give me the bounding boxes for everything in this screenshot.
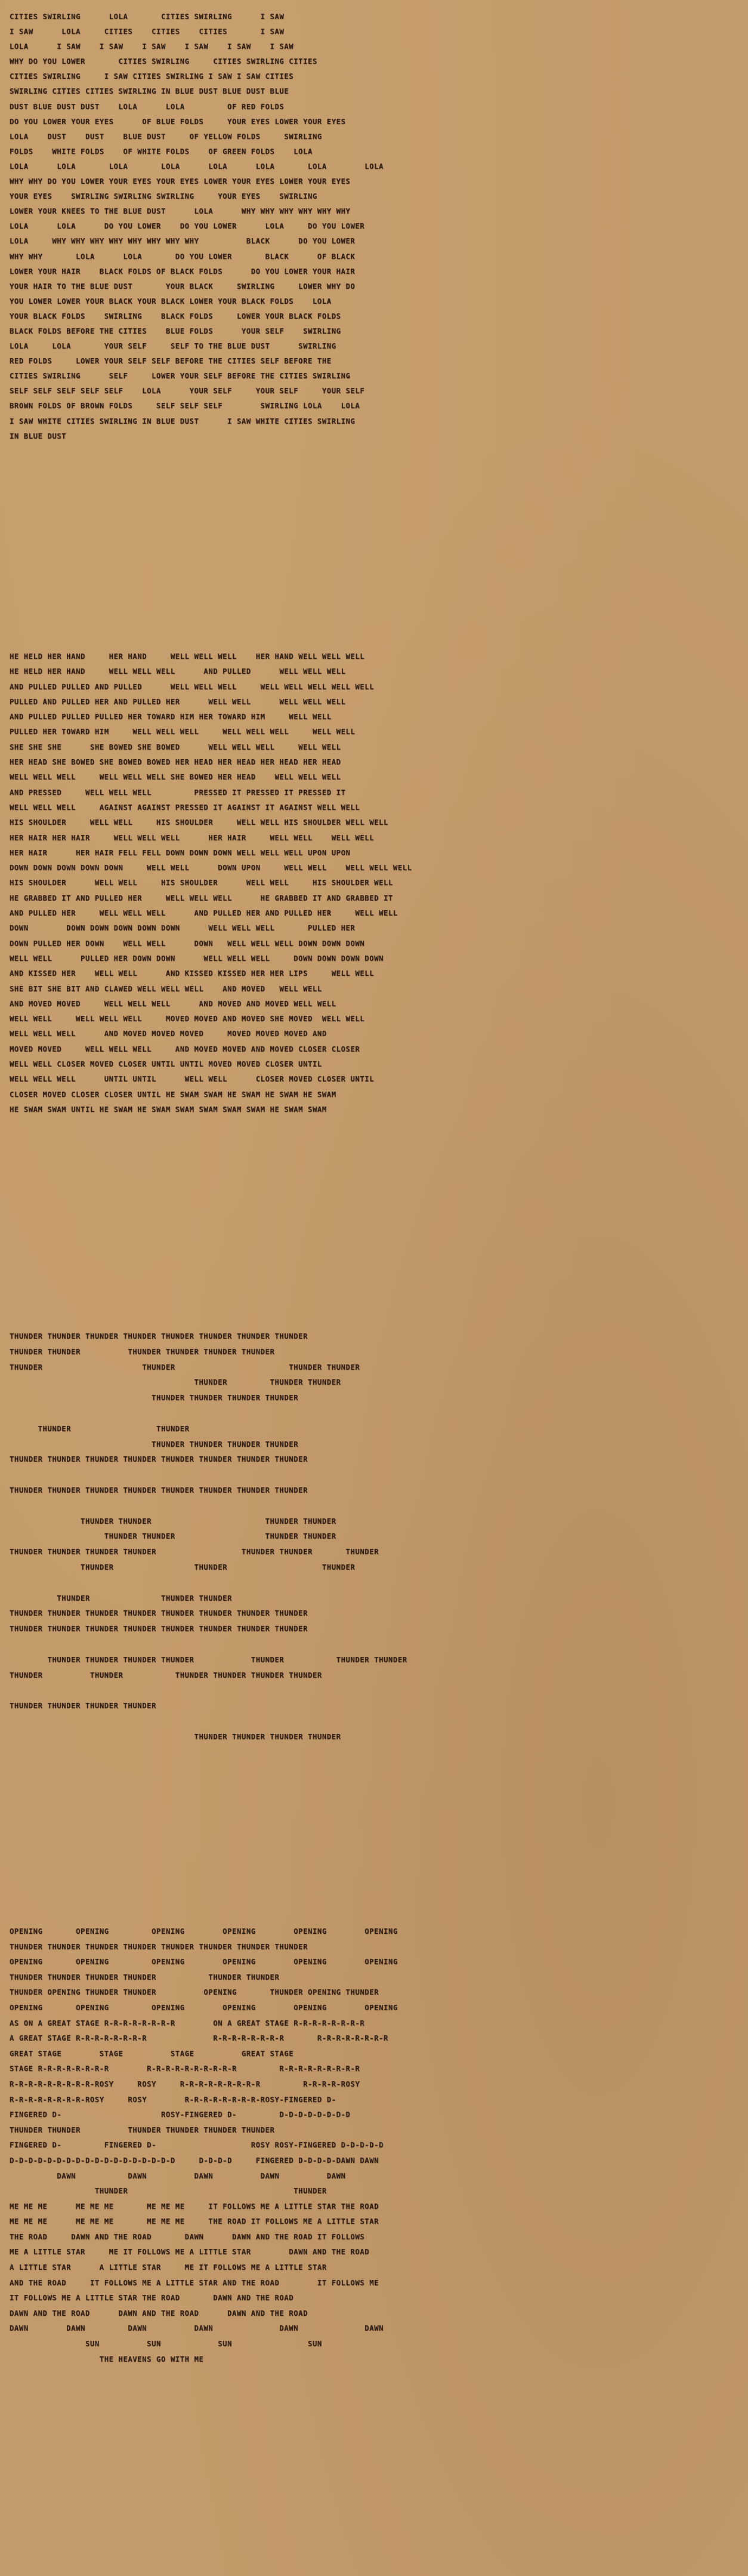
poem-section-opening-dawn: OPENING OPENING OPENING OPENING OPENING OPENING THUNDER THUNDER THUNDER THUNDER THUNDER THUNDER THUNDER THUNDER OPENING OPENING OPENING OPENING OPENING OPENING THUNDER THUNDER THUNDER THUNDER THUNDER THUNDER THUNDER OPENING THUNDER THUNDER OPENING THUNDER OPENING THUNDER OPENING OPENING OPENING OPENING OPENING OPENING AS ON A GREAT STAGE R-R-R-R-R-R-R-R ON A GREAT STAGE R-R-R-R-R-R-R-R A GREAT STAGE R-R-R-R-R-R-R-R R-R-R-R-R-R-R-R R-R-R-R-R-R-R-R GREAT STAGE STAGE STAGE GREAT STAGE STAGE R-R-R-R-R-R-R-R R-R-R-R-R-R-R-R-R-R R-R-R-R-R-R-R-R-R R-R-R-R-R-R-R-R-R-ROSY ROSY R-R-R-R-R-R-R-R-R R-R-R-R-ROSY R-R-R-R-R-R-R-R-ROSY ROSY R-R-R-R-R-R-R-R-ROSY-FINGERED D- FINGERED D- ROSY-FINGERED D- D-D-D-D-D-D-D-D THUNDER THUNDER THUNDER THUNDER THUNDER THUNDER FINGERED D- FINGERED D- ROSY ROSY-FINGERED D-D-D-D-D D-D-D-D-D-D-D-D-D-D-D-D-D-D-D-D-D-D D-D-D-D FINGERED D-D-D-D-DAWN DAWN DAWN DAWN DAWN DAWN DAWN THUNDER THUNDER ME ME ME ME ME ME ME ME ME IT FOLLOWS ME A LITTLE STAR THE ROAD ME ME ME ME ME ME ME ME ME THE ROAD IT FOLLOWS ME A LITTLE STAR THE ROAD DAWN AND THE ROAD DAWN DAWN AND THE ROAD IT FOLLOWS ME A LITTLE STAR ME IT FOLLOWS ME A LITTLE STAR DAWN AND THE ROAD A LITTLE STAR A LITTLE STAR ME IT FOLLOWS ME A LITTLE STAR AND THE ROAD IT FOLLOWS ME A LITTLE STAR AND THE ROAD IT FOLLOWS ME IT FOLLOWS ME A LITTLE STAR THE ROAD DAWN AND THE ROAD DAWN AND THE ROAD DAWN AND THE ROAD DAWN AND THE ROAD DAWN DAWN DAWN DAWN DAWN DAWN SUN SUN SUN SUN THE HEAVENS GO WITH ME xyxy=(10,1927,398,2364)
poem-section-cities-swirling: CITIES SWIRLING LOLA CITIES SWIRLING I SAW I SAW LOLA CITIES CITIES CITIES I SAW LOLA I SAW I SAW I SAW I SAW I SAW I SAW WHY DO YOU LOWER CITIES SWIRLING CITIES SWIRLING CITIES CITIES SWIRLING I SAW CITIES SWIRLING I SAW I SAW CITIES SWIRLING CITIES CITIES SWIRLING IN BLUE DUST BLUE DUST BLUE DUST BLUE DUST DUST LOLA LOLA OF RED FOLDS DO YOU LOWER YOUR EYES OF BLUE FOLDS YOUR EYES LOWER YOUR EYES LOLA DUST DUST BLUE DUST OF YELLOW FOLDS SWIRLING FOLDS WHITE FOLDS OF WHITE FOLDS OF GREEN FOLDS LOLA LOLA LOLA LOLA LOLA LOLA LOLA LOLA LOLA WHY WHY DO YOU LOWER YOUR EYES YOUR EYES LOWER YOUR EYES LOWER YOUR EYES YOUR EYES SWIRLING SWIRLING SWIRLING YOUR EYES SWIRLING LOWER YOUR KNEES TO THE BLUE DUST LOLA WHY WHY WHY WHY WHY WHY LOLA LOLA DO YOU LOWER DO YOU LOWER LOLA DO YOU LOWER LOLA WHY WHY WHY WHY WHY WHY WHY WHY BLACK DO YOU LOWER WHY WHY LOLA LOLA DO YOU LOWER BLACK OF BLACK LOWER YOUR HAIR BLACK FOLDS OF BLACK FOLDS DO YOU LOWER YOUR HAIR YOUR HAIR TO THE BLUE DUST YOUR BLACK SWIRLING LOWER WHY DO YOU LOWER LOWER YOUR BLACK YOUR BLACK LOWER YOUR BLACK FOLDS LOLA YOUR BLACK FOLDS SWIRLING BLACK FOLDS LOWER YOUR BLACK FOLDS BLACK FOLDS BEFORE THE CITIES BLUE FOLDS YOUR SELF SWIRLING LOLA LOLA YOUR SELF SELF TO THE BLUE DUST SWIRLING RED FOLDS LOWER YOUR SELF SELF BEFORE THE CITIES SELF BEFORE THE CITIES SWIRLING SELF LOWER YOUR SELF BEFORE THE CITIES SWIRLING SELF SELF SELF SELF SELF LOLA YOUR SELF YOUR SELF YOUR SELF BROWN FOLDS OF BROWN FOLDS SELF SELF SELF SWIRLING LOLA LOLA I SAW WHITE CITIES SWIRLING IN BLUE DUST I SAW WHITE CITIES SWIRLING IN BLUE DUST xyxy=(10,13,384,440)
poem-section-thunder: THUNDER THUNDER THUNDER THUNDER THUNDER THUNDER THUNDER THUNDER THUNDER THUNDER THUNDER THUNDER THUNDER THUNDER THUNDER THUNDER THUNDER THUNDER THUNDER THUNDER THUNDER THUNDER THUNDER THUNDER THUNDER THUNDER THUNDER THUNDER THUNDER THUNDER THUNDER THUNDER THUNDER THUNDER THUNDER THUNDER THUNDER THUNDER THUNDER THUNDER THUNDER THUNDER THUNDER THUNDER THUNDER THUNDER THUNDER THUNDER THUNDER THUNDER THUNDER THUNDER THUNDER THUNDER THUNDER THUNDER THUNDER THUNDER THUNDER THUNDER THUNDER THUNDER THUNDER THUNDER THUNDER THUNDER THUNDER THUNDER THUNDER THUNDER THUNDER THUNDER THUNDER THUNDER THUNDER THUNDER THUNDER THUNDER THUNDER THUNDER THUNDER THUNDER THUNDER THUNDER THUNDER THUNDER THUNDER THUNDER THUNDER THUNDER THUNDER THUNDER THUNDER THUNDER THUNDER THUNDER THUNDER THUNDER THUNDER THUNDER THUNDER THUNDER THUNDER THUNDER THUNDER xyxy=(10,1332,407,1741)
poem-section-he-held-her-hand: HE HELD HER HAND HER HAND WELL WELL WELL HER HAND WELL WELL WELL HE HELD HER HAND WELL WELL WELL AND PULLED WELL WELL WELL AND PULLED PULLED AND PULLED WELL WELL WELL WELL WELL WELL WELL WELL PULLED AND PULLED HER AND PULLED HER WELL WELL WELL WELL WELL AND PULLED PULLED PULLED HER TOWARD HIM HER TOWARD HIM WELL WELL PULLED HER TOWARD HIM WELL WELL WELL WELL WELL WELL WELL WELL SHE SHE SHE SHE BOWED SHE BOWED WELL WELL WELL WELL WELL HER HEAD SHE BOWED SHE BOWED BOWED HER HEAD HER HEAD HER HEAD HER HEAD WELL WELL WELL WELL WELL WELL SHE BOWED HER HEAD WELL WELL WELL AND PRESSED WELL WELL WELL PRESSED IT PRESSED IT PRESSED IT WELL WELL WELL AGAINST AGAINST PRESSED IT AGAINST IT AGAINST WELL WELL HIS SHOULDER WELL WELL HIS SHOULDER WELL WELL HIS SHOULDER WELL WELL HER HAIR HER HAIR WELL WELL WELL HER HAIR WELL WELL WELL WELL HER HAIR HER HAIR FELL FELL DOWN DOWN DOWN WELL WELL WELL UPON UPON DOWN DOWN DOWN DOWN DOWN WELL WELL DOWN UPON WELL WELL WELL WELL WELL HIS SHOULDER WELL WELL HIS SHOULDER WELL WELL HIS SHOULDER WELL HE GRABBED IT AND PULLED HER WELL WELL WELL HE GRABBED IT AND GRABBED IT AND PULLED HER WELL WELL WELL AND PULLED HER AND PULLED HER WELL WELL DOWN DOWN DOWN DOWN DOWN DOWN WELL WELL WELL PULLED HER DOWN PULLED HER DOWN WELL WELL DOWN WELL WELL WELL DOWN DOWN DOWN WELL WELL PULLED HER DOWN DOWN WELL WELL WELL DOWN DOWN DOWN DOWN AND KISSED HER WELL WELL AND KISSED KISSED HER HER LIPS WELL WELL SHE BIT SHE BIT AND CLAWED WELL WELL WELL AND MOVED WELL WELL AND MOVED MOVED WELL WELL WELL AND MOVED AND MOVED WELL WELL WELL WELL WELL WELL WELL MOVED MOVED AND MOVED SHE MOVED WELL WELL WELL WELL WELL AND MOVED MOVED MOVED MOVED MOVED MOVED AND MOVED MOVED WELL WELL WELL AND MOVED MOVED AND MOVED CLOSER CLOSER WELL WELL CLOSER MOVED CLOSER UNTIL UNTIL MOVED MOVED CLOSER UNTIL WELL WELL WELL UNTIL UNTIL WELL WELL CLOSER MOVED CLOSER UNTIL CLOSER MOVED CLOSER CLOSER UNTIL HE SWAM SWAM HE SWAM HE SWAM HE SWAM HE SWAM SWAM UNTIL HE SWAM HE SWAM SWAM SWAM SWAM SWAM HE SWAM SWAM xyxy=(10,652,412,1114)
